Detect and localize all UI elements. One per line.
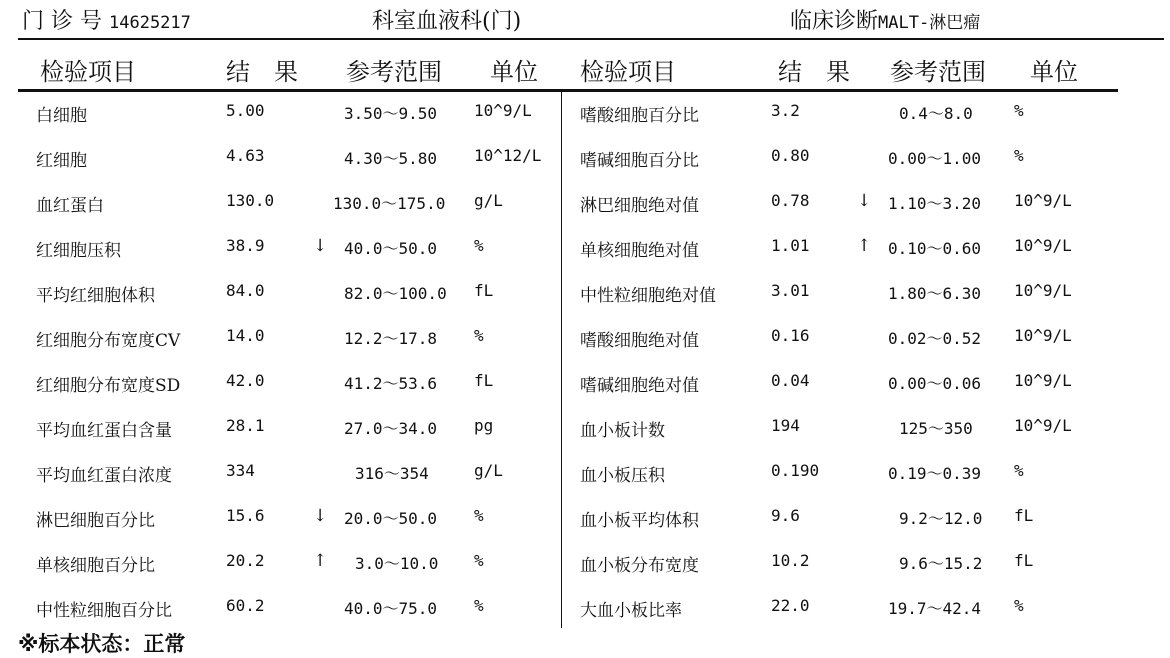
- reference-range: 125～350: [899, 419, 973, 438]
- result-value: 1.01: [771, 236, 810, 255]
- reference-range: 0.19～0.39: [888, 464, 982, 483]
- diagnosis-value: MALT-淋巴瘤: [878, 13, 981, 33]
- column-divider: [561, 92, 562, 628]
- unit: fL: [1014, 551, 1034, 570]
- up-arrow-icon: ↑: [313, 551, 328, 571]
- specimen-status-note: ※标本状态：正常: [18, 632, 186, 656]
- item-name: 红细胞分布宽度CV: [36, 331, 181, 351]
- unit: %: [1014, 101, 1024, 120]
- outpatient-value: 14625217: [109, 13, 191, 33]
- item-name: 红细胞分布宽度SD: [36, 376, 181, 396]
- reference-range: 3.50～9.50: [344, 104, 438, 123]
- result-value: 14.0: [226, 326, 265, 345]
- item-name: 嗜酸细胞绝对值: [580, 331, 699, 351]
- reference-range: 4.30～5.80: [344, 149, 438, 168]
- col-header-unit-left: 单位: [490, 58, 538, 86]
- unit: %: [474, 326, 484, 345]
- result-value: 0.190: [771, 461, 820, 480]
- result-value: 28.1: [226, 416, 265, 435]
- col-header-item-left: 检验项目: [40, 58, 136, 86]
- result-value: 4.63: [226, 146, 265, 165]
- result-value: 9.6: [771, 506, 800, 525]
- item-name: 平均红细胞体积: [36, 286, 155, 306]
- reference-range: 0.4～8.0: [899, 104, 973, 123]
- col-header-result-left: 结 果: [226, 58, 298, 86]
- unit: 10^9/L: [1014, 416, 1072, 435]
- unit: pg: [474, 416, 494, 435]
- unit: 10^9/L: [1014, 281, 1072, 300]
- item-name: 平均血红蛋白含量: [36, 421, 172, 441]
- unit: 10^9/L: [1014, 371, 1072, 390]
- result-value: 15.6: [226, 506, 265, 525]
- reference-range: 1.80～6.30: [888, 284, 982, 303]
- item-name: 红细胞压积: [36, 241, 121, 261]
- result-value: 38.9: [226, 236, 265, 255]
- reference-range: 9.2～12.0: [899, 509, 983, 528]
- col-header-unit-right: 单位: [1030, 58, 1078, 86]
- reference-range: 316～354: [355, 464, 429, 483]
- result-value: 194: [771, 416, 800, 435]
- item-name: 平均血红蛋白浓度: [36, 466, 172, 486]
- item-name: 单核细胞绝对值: [580, 241, 699, 261]
- unit: g/L: [474, 461, 503, 480]
- item-name: 中性粒细胞绝对值: [580, 286, 716, 306]
- unit: fL: [1014, 506, 1034, 525]
- result-value: 20.2: [226, 551, 265, 570]
- result-value: 3.2: [771, 101, 800, 120]
- unit: fL: [474, 371, 494, 390]
- outpatient-number: [22, 4, 191, 35]
- item-name: 白细胞: [36, 106, 87, 126]
- result-value: 42.0: [226, 371, 265, 390]
- unit: %: [1014, 146, 1024, 165]
- item-name: 嗜碱细胞绝对值: [580, 376, 699, 396]
- item-name: 嗜碱细胞百分比: [580, 151, 699, 171]
- result-value: 130.0: [226, 191, 275, 210]
- reference-range: 12.2～17.8: [344, 329, 438, 348]
- unit: %: [474, 506, 484, 525]
- result-value: 0.04: [771, 371, 810, 390]
- result-value: 3.01: [771, 281, 810, 300]
- item-name: 大血小板比率: [580, 601, 682, 621]
- unit: %: [474, 551, 484, 570]
- reference-range: 3.0～10.0: [355, 554, 439, 573]
- diagnosis-label: 临床诊断: [790, 9, 879, 34]
- unit: 10^9/L: [1014, 191, 1072, 210]
- unit: fL: [474, 281, 494, 300]
- item-name: 血小板分布宽度: [580, 556, 699, 576]
- unit: %: [1014, 461, 1024, 480]
- down-arrow-icon: ↓: [313, 236, 328, 256]
- clinical-diagnosis: [790, 4, 980, 35]
- unit: %: [1014, 596, 1024, 615]
- reference-range: 19.7～42.4: [888, 599, 982, 618]
- unit: g/L: [474, 191, 503, 210]
- result-value: 0.78: [771, 191, 810, 210]
- reference-range: 20.0～50.0: [344, 509, 438, 528]
- item-name: 血小板压积: [580, 466, 665, 486]
- reference-range: 0.10～0.60: [888, 239, 982, 258]
- result-value: 60.2: [226, 596, 265, 615]
- unit: 10^9/L: [474, 101, 532, 120]
- result-value: 84.0: [226, 281, 265, 300]
- reference-range: 1.10～3.20: [888, 194, 982, 213]
- result-value: 22.0: [771, 596, 810, 615]
- reference-range: 82.0～100.0: [344, 284, 447, 303]
- reference-range: 130.0～175.0: [333, 194, 446, 213]
- reference-range: 41.2～53.6: [344, 374, 438, 393]
- reference-range: 0.00～1.00: [888, 149, 982, 168]
- item-name: 红细胞: [36, 151, 87, 171]
- unit: 10^9/L: [1014, 236, 1072, 255]
- unit: %: [474, 236, 484, 255]
- reference-range: 9.6～15.2: [899, 554, 983, 573]
- item-name: 嗜酸细胞百分比: [580, 106, 699, 126]
- unit: 10^12/L: [474, 146, 542, 165]
- up-arrow-icon: ↑: [857, 236, 872, 256]
- reference-range: 0.00～0.06: [888, 374, 982, 393]
- department-value: 血液科(门): [416, 9, 522, 34]
- result-value: 0.80: [771, 146, 810, 165]
- unit: %: [474, 596, 484, 615]
- outpatient-label: 门 诊 号: [22, 9, 102, 34]
- item-name: 单核细胞百分比: [36, 556, 155, 576]
- item-name: 血小板平均体积: [580, 511, 699, 531]
- result-value: 334: [226, 461, 255, 480]
- col-header-range-right: 参考范围: [890, 58, 986, 86]
- column-header-rule: [18, 89, 1118, 92]
- result-value: 5.00: [226, 101, 265, 120]
- col-header-range-left: 参考范围: [346, 58, 442, 86]
- header-top-rule: [18, 38, 1164, 40]
- item-name: 中性粒细胞百分比: [36, 601, 172, 621]
- item-name: 淋巴细胞百分比: [36, 511, 155, 531]
- department: [372, 4, 521, 35]
- reference-range: 27.0～34.0: [344, 419, 438, 438]
- reference-range: 40.0～50.0: [344, 239, 438, 258]
- item-name: 淋巴细胞绝对值: [580, 196, 699, 216]
- item-name: 血红蛋白: [36, 196, 104, 216]
- unit: 10^9/L: [1014, 326, 1072, 345]
- result-value: 0.16: [771, 326, 810, 345]
- reference-range: 40.0～75.0: [344, 599, 438, 618]
- down-arrow-icon: ↓: [857, 191, 872, 211]
- down-arrow-icon: ↓: [313, 506, 328, 526]
- col-header-result-right: 结 果: [778, 58, 850, 86]
- reference-range: 0.02～0.52: [888, 329, 982, 348]
- col-header-item-right: 检验项目: [580, 58, 676, 86]
- department-label: 科室: [372, 9, 417, 34]
- item-name: 血小板计数: [580, 421, 665, 441]
- result-value: 10.2: [771, 551, 810, 570]
